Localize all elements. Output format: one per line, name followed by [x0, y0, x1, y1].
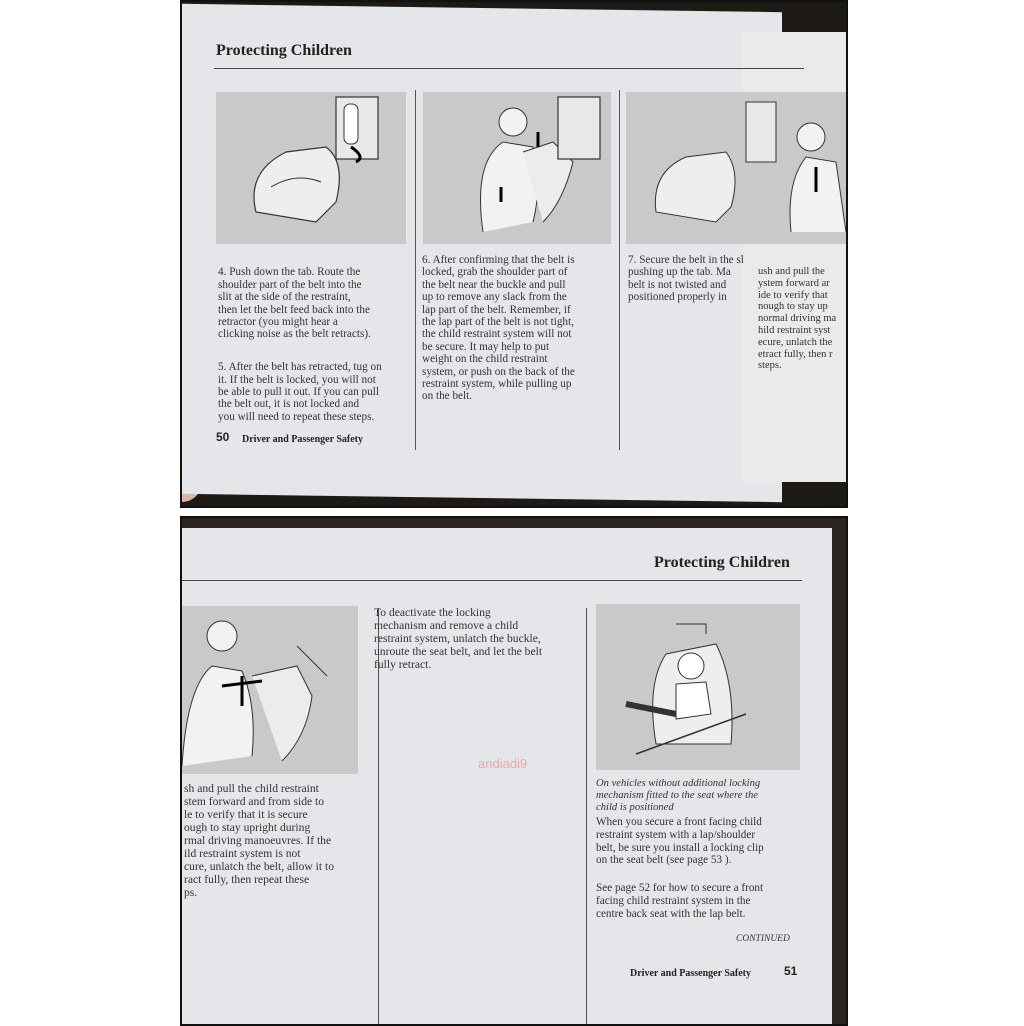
illustration-push-pull [182, 606, 358, 774]
column-divider [619, 90, 620, 450]
column-divider [586, 608, 587, 1026]
page-title: Protecting Children [654, 554, 790, 571]
header-rule [214, 68, 804, 69]
continued-label: CONTINUED [736, 934, 790, 944]
overlapping-page-text: ush and pull the ystem forward ar ide to verify that nough to stay up normal driving ma hild restraint syst ecure, unlatch the etract fully, then r steps. [758, 266, 837, 372]
top-photo [180, 0, 848, 508]
bottom-photo [180, 516, 848, 1026]
paragraph-centre-seat: See page 52 for how to secure a front facing child restraint system in the centre back seat with the lap belt. [596, 882, 764, 920]
paragraph-locking-clip: When you secure a front facing child restraint system with a lap/shoulder belt, be sure you install a locking clip on the seat belt (see page 53 ). [596, 816, 764, 867]
column-divider [415, 90, 416, 450]
page-footer: Driver and Passenger Safety [242, 434, 364, 445]
page-number: 51 [784, 964, 798, 978]
step-5: 5. After the belt has retracted, tug on it. If the belt is locked, you will not be able to pull it out. If you can pull the belt out, it is not locked and you will need to repeat these steps. [218, 361, 382, 423]
column-1-text: sh and pull the child restraint stem forward and from side to le to verify that it is secure ough to stay upright during rmal driving manoeuvres. If the ild restraint system is not cure, unlatch the belt, allow it to ract fully, then repeat these ps. [184, 782, 335, 899]
child-seat-illustration [216, 92, 406, 244]
step-6: 6. After confirming that the belt is locked, grab the shoulder part of the belt near the buckle and pull up to remove any slack from the lap part of the belt. Remember, if the lap part of the belt is not tight, the child restraint system will not be secure. It may help to put weight on the child restraint system, or push on the back of the restraint system, while pulling up on the belt. [422, 254, 575, 403]
adult-pulling-belt-illustration [423, 92, 611, 244]
column-1-text [218, 254, 413, 444]
illustration-child-in-seat [596, 604, 800, 770]
page-51 [182, 528, 832, 1024]
step-4: 4. Push down the tab. Route the shoulder part of the belt into the slit at the side of the restraint, then let the belt feed back into the retractor (you might hear a clicking noise as the belt retracts). [218, 266, 371, 341]
seat-belt-tab-illustration [626, 92, 848, 244]
child-in-car-seat-illustration [596, 604, 800, 770]
illustration-step4 [216, 92, 406, 244]
step-7: 7. Secure the belt in the sl pushing up the tab. Ma belt is not twisted and positioned properly in [628, 254, 744, 304]
adult-testing-seat-illustration [182, 606, 358, 774]
page-title: Protecting Children [216, 42, 352, 59]
watermark: andiadi9 [478, 756, 528, 771]
illustration-step7 [626, 92, 848, 244]
column-2-text: To deactivate the locking mechanism and remove a child restraint system, unlatch the buckle, unroute the seat belt, and let the belt fully retract. [374, 606, 543, 671]
header-rule [182, 580, 802, 581]
figure-caption: On vehicles without additional locking mechanism fitted to the seat where the child is positioned [596, 778, 761, 813]
page-footer: Driver and Passenger Safety [630, 968, 752, 979]
page-number: 50 [216, 430, 230, 444]
illustration-step6 [423, 92, 611, 244]
